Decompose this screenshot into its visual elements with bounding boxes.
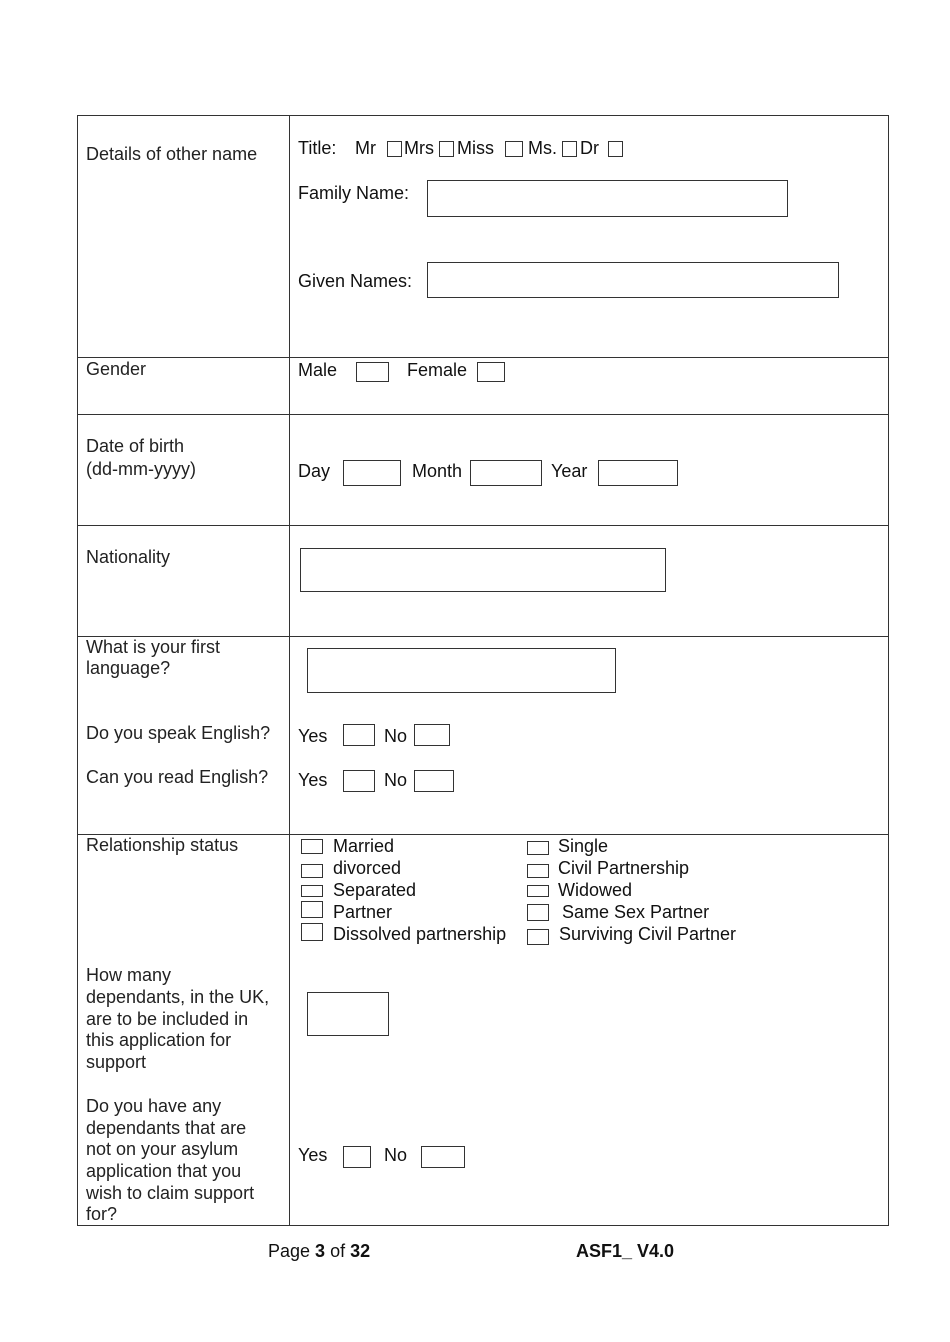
title-option-mrs-label: Mrs (404, 138, 434, 158)
rel-dissolved-label: Dissolved partnership (333, 924, 507, 944)
speak-yes-label: Yes (298, 726, 328, 746)
column-divider (289, 115, 290, 1226)
dependants-count-label-4: this application for (86, 1030, 232, 1050)
other-dependants-no-label: No (384, 1145, 408, 1165)
read-yes-checkbox[interactable] (343, 770, 375, 792)
dependants-count-label-3: are to be included in (86, 1009, 249, 1029)
other-dependants-label-4: application that you (86, 1161, 242, 1181)
other-name-label: Details of other name (86, 144, 258, 164)
speak-no-checkbox[interactable] (414, 724, 450, 746)
speak-no-label: No (384, 726, 408, 746)
dob-month-label: Month (412, 461, 463, 481)
title-mr-checkbox[interactable] (387, 141, 402, 157)
dob-year-label: Year (551, 461, 588, 481)
nationality-label: Nationality (86, 547, 171, 567)
rel-married-checkbox[interactable] (301, 839, 323, 854)
other-dependants-label-2: dependants that are (86, 1118, 247, 1138)
other-dependants-yes-label: Yes (298, 1145, 328, 1165)
first-language-label-cont: language? (86, 658, 171, 678)
other-dependants-label-1: Do you have any (86, 1096, 222, 1116)
family-name-label: Family Name: (298, 183, 410, 203)
row-divider (77, 414, 889, 415)
nationality-field[interactable] (300, 548, 666, 592)
dob-month-field[interactable] (470, 460, 542, 486)
rel-single-label: Single (558, 836, 609, 856)
title-option-miss-label: Miss (457, 138, 494, 158)
rel-divorced-label: divorced (333, 858, 402, 878)
relationship-status-label: Relationship status (86, 835, 239, 855)
page-current: 3 (315, 1241, 326, 1261)
title-label: Title: (298, 138, 337, 158)
rel-separated-label: Separated (333, 880, 417, 900)
rel-same-sex-partner-checkbox[interactable] (527, 904, 549, 921)
rel-dissolved-checkbox[interactable] (301, 923, 323, 941)
gender-female-label: Female (407, 360, 468, 380)
rel-single-checkbox[interactable] (527, 841, 549, 855)
row-divider (77, 357, 889, 358)
read-no-checkbox[interactable] (414, 770, 454, 792)
dob-format-label: (dd-mm-yyyy) (86, 459, 196, 479)
first-language-label: What is your first (86, 637, 221, 657)
read-english-label: Can you read English? (86, 767, 269, 787)
page-of: of (325, 1241, 351, 1261)
gender-male-checkbox[interactable] (356, 362, 389, 382)
gender-male-label: Male (298, 360, 338, 380)
rel-same-sex-partner-label: Same Sex Partner (562, 902, 710, 922)
family-name-field[interactable] (427, 180, 788, 217)
dob-day-label: Day (298, 461, 331, 481)
rel-civil-partnership-label: Civil Partnership (558, 858, 690, 878)
speak-english-label: Do you speak English? (86, 723, 271, 743)
dependants-count-field[interactable] (307, 992, 389, 1036)
title-option-dr-label: Dr (580, 138, 599, 158)
given-names-label: Given Names: (298, 271, 413, 291)
title-miss-checkbox[interactable] (505, 141, 523, 157)
dob-label: Date of birth (86, 436, 185, 456)
dependants-count-label-2: dependants, in the UK, (86, 987, 270, 1007)
speak-yes-checkbox[interactable] (343, 724, 375, 746)
other-dependants-label-6: for? (86, 1204, 118, 1224)
dependants-count-label-5: support (86, 1052, 147, 1072)
rel-married-label: Married (333, 836, 395, 856)
title-mrs-checkbox[interactable] (439, 141, 454, 157)
row-divider (77, 525, 889, 526)
first-language-field[interactable] (307, 648, 616, 693)
rel-widowed-checkbox[interactable] (527, 885, 549, 897)
rel-partner-checkbox[interactable] (301, 901, 323, 918)
other-dependants-yes-checkbox[interactable] (343, 1146, 371, 1168)
dependants-count-label-1: How many (86, 965, 172, 985)
title-option-mr-label: Mr (355, 138, 376, 158)
rel-partner-label: Partner (333, 902, 393, 922)
rel-divorced-checkbox[interactable] (301, 864, 323, 878)
title-ms-checkbox[interactable] (562, 141, 577, 157)
title-option-ms-label: Ms. (528, 138, 557, 158)
other-dependants-label-3: not on your asylum (86, 1139, 239, 1159)
dob-year-field[interactable] (598, 460, 678, 486)
read-yes-label: Yes (298, 770, 328, 790)
dob-day-field[interactable] (343, 460, 401, 486)
other-dependants-no-checkbox[interactable] (421, 1146, 465, 1168)
rel-widowed-label: Widowed (558, 880, 633, 900)
rel-surviving-civil-partner-label: Surviving Civil Partner (559, 924, 737, 944)
gender-label: Gender (86, 359, 147, 379)
other-dependants-label-5: wish to claim support (86, 1183, 255, 1203)
title-dr-checkbox[interactable] (608, 141, 623, 157)
given-names-field[interactable] (427, 262, 839, 298)
rel-separated-checkbox[interactable] (301, 885, 323, 897)
form-code: ASF1_ V4.0 (576, 1241, 675, 1261)
rel-surviving-civil-partner-checkbox[interactable] (527, 929, 549, 945)
gender-female-checkbox[interactable] (477, 362, 505, 382)
page-total: 32 (350, 1241, 371, 1261)
page-number (268, 1241, 370, 1262)
read-no-label: No (384, 770, 408, 790)
page-prefix: Page (268, 1241, 316, 1261)
rel-civil-partnership-checkbox[interactable] (527, 864, 549, 878)
